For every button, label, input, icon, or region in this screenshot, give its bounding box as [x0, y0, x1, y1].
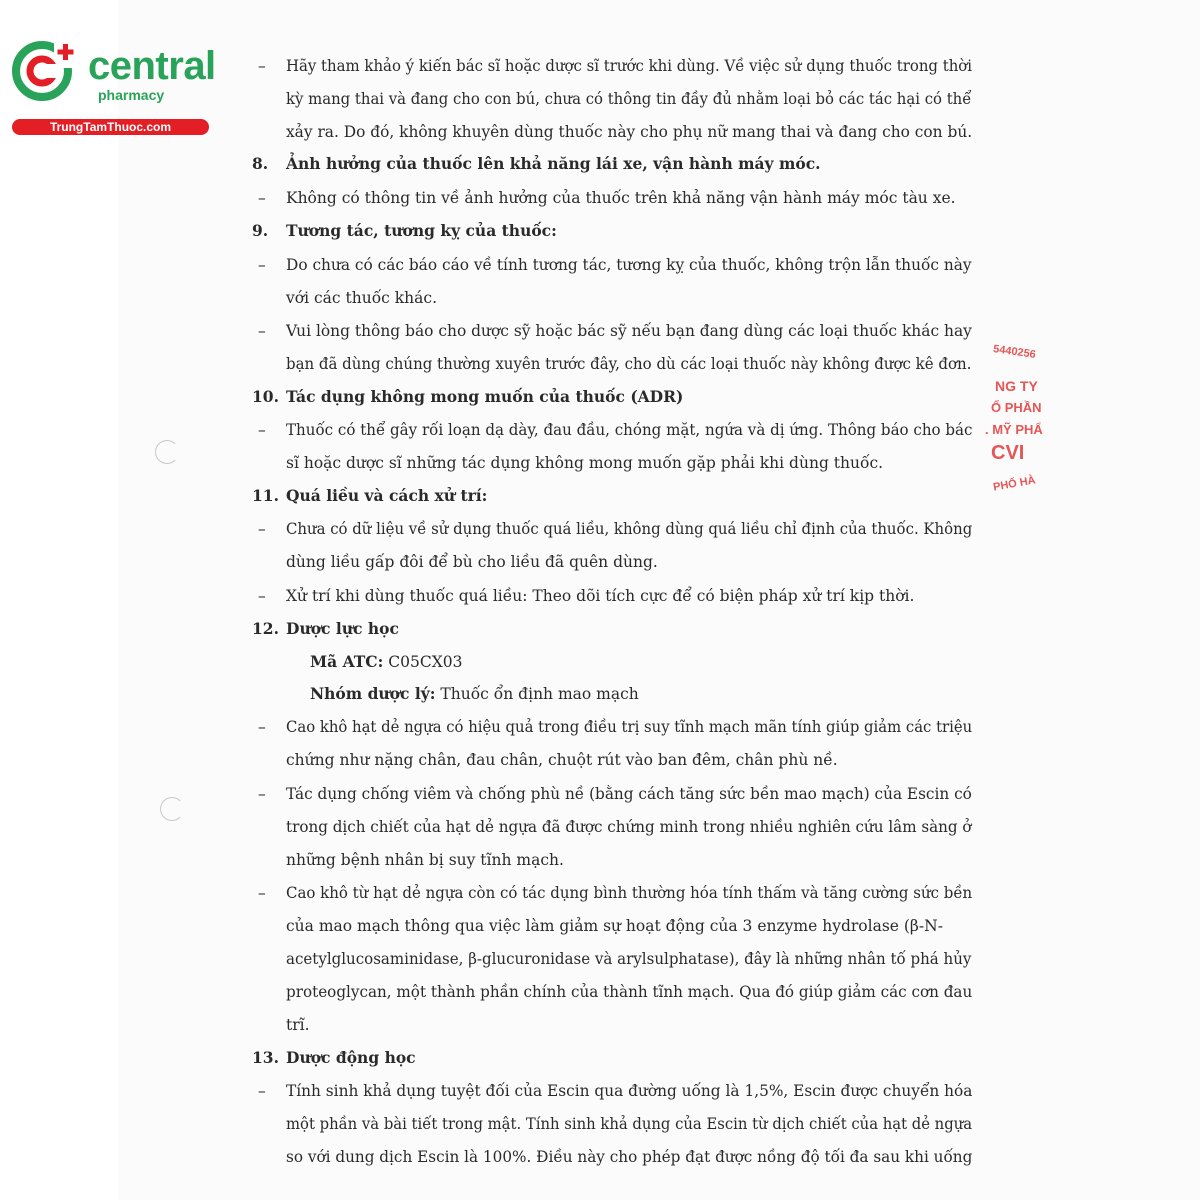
- stamp-line: CVI: [991, 442, 1025, 464]
- bullet-dash: –: [258, 256, 266, 274]
- atc-label: Mã ATC:: [310, 652, 384, 671]
- section-number: 11.: [252, 486, 279, 505]
- section-heading: Tương tác, tương kỵ của thuốc:: [286, 221, 557, 240]
- bullet-dash: –: [258, 884, 266, 902]
- paragraph-line: Xử trí khi dùng thuốc quá liều: Theo dõi tích cực để có biện pháp xử trí kịp thời.: [286, 587, 915, 605]
- brand-subtitle: pharmacy: [98, 87, 165, 103]
- atc-code-line: [310, 652, 463, 672]
- bullet-dash: –: [258, 322, 266, 340]
- bullet-dash: –: [258, 718, 266, 736]
- punch-hole-bottom: [160, 797, 184, 821]
- bullet-dash: –: [258, 189, 266, 207]
- paragraph-line: kỳ mang thai và đang cho con bú, chưa có thông tin đầy đủ nhằm loại bỏ các tác hại có thể: [286, 90, 972, 108]
- section-heading: Ảnh hưởng của thuốc lên khả năng lái xe, vận hành máy móc.: [286, 154, 821, 173]
- section-number: 8.: [252, 154, 269, 173]
- paragraph-line: bạn đã dùng chúng thường xuyên trước đây, cho dù các loại thuốc này không được kê đơn.: [286, 355, 972, 373]
- paragraph-line: Hãy tham khảo ý kiến bác sĩ hoặc dược sĩ trước khi dùng. Về việc sử dụng thuốc trong thời: [286, 57, 973, 75]
- brand-url-badge[interactable]: TrungTamThuoc.com: [12, 119, 209, 135]
- paragraph-line: của mao mạch thông qua việc làm giảm sự hoạt động của 3 enzyme hydrolase (β-N-: [286, 917, 943, 935]
- paragraph-line: Cao khô từ hạt dẻ ngựa còn có tác dụng bình thường hóa tính thấm và tăng cường sức bền: [286, 884, 973, 902]
- paragraph-line: Chưa có dữ liệu về sử dụng thuốc quá liều, không dùng quá liều chỉ định của thuốc. Không: [286, 520, 973, 538]
- group-label: Nhóm dược lý:: [310, 684, 436, 703]
- section-number: 10.: [252, 387, 279, 406]
- paragraph-line: chứng như nặng chân, đau chân, chuột rút vào ban đêm, chân phù nề.: [286, 751, 838, 769]
- bullet-dash: –: [258, 520, 266, 538]
- bullet-dash: –: [258, 785, 266, 803]
- stamp-line: 5440256: [992, 343, 1037, 361]
- paragraph-line: Vui lòng thông báo cho dược sỹ hoặc bác sỹ nếu bạn đang dùng các loại thuốc khác hay: [286, 322, 972, 340]
- paragraph-line: trong dịch chiết của hạt dẻ ngựa đã được chứng minh trong nhiều nghiên cứu lâm sàng ở: [286, 818, 972, 836]
- paragraph-line: Không có thông tin về ảnh hưởng của thuốc trên khả năng vận hành máy móc tàu xe.: [286, 189, 956, 207]
- stamp-line: NG TY: [995, 378, 1038, 394]
- section-number: 12.: [252, 619, 279, 638]
- paragraph-line: sĩ hoặc dược sĩ những tác dụng không mong muốn gặp phải khi dùng thuốc.: [286, 454, 884, 472]
- company-stamp: [985, 340, 1055, 500]
- paragraph-line: proteoglycan, một thành phần chính của thành tĩnh mạch. Qua đó giúp giảm các cơn đau: [286, 983, 973, 1001]
- paragraph-line: Do chưa có các báo cáo về tính tương tác, tương kỵ của thuốc, không trộn lẫn thuốc này: [286, 256, 972, 274]
- paragraph-line: Tác dụng chống viêm và chống phù nề (bằng cách tăng sức bền mao mạch) của Escin có: [286, 785, 972, 803]
- paragraph-line: với các thuốc khác.: [286, 289, 438, 307]
- paragraph-line: Thuốc có thể gây rối loạn dạ dày, đau đầu, chóng mặt, ngứa và dị ứng. Thông báo cho bác: [286, 421, 973, 439]
- paragraph-line: những bệnh nhân bị suy tĩnh mạch.: [286, 851, 564, 869]
- paragraph-line: so với dung dịch Escin là 100%. Điều này cho phép đạt được nồng độ tối đa sau khi uống: [286, 1148, 973, 1166]
- paragraph-line: một phần và bài tiết trong mật. Tính sinh khả dụng của Escin từ dịch chiết của hạt dẻ ngựa: [286, 1115, 973, 1133]
- pharmacologic-group-line: [310, 684, 639, 704]
- bullet-dash: –: [258, 587, 266, 605]
- paragraph-line: acetylglucosaminidase, β-glucuronidase và arylsulphatase), đây là những nhân tố phá hủy: [286, 950, 972, 968]
- central-pharmacy-logo[interactable]: [10, 38, 215, 138]
- section-heading: Dược động học: [286, 1048, 416, 1067]
- stamp-line: PHỐ HÀ: [992, 474, 1037, 494]
- stamp-line: Ổ PHẦN: [991, 400, 1042, 415]
- paragraph-line: Cao khô hạt dẻ ngựa có hiệu quả trong điều trị suy tĩnh mạch mãn tính giúp giảm các triệu: [286, 718, 973, 736]
- paragraph-line: Tính sinh khả dụng tuyệt đối của Escin qua đường uống là 1,5%, Escin được chuyển hóa: [286, 1082, 973, 1100]
- bullet-dash: –: [258, 1082, 266, 1100]
- atc-value: C05CX03: [383, 653, 463, 671]
- section-number: 9.: [252, 221, 269, 240]
- group-value: Thuốc ổn định mao mạch: [435, 685, 639, 703]
- stamp-line: . MỸ PHẨ: [985, 422, 1043, 437]
- section-heading: Tác dụng không mong muốn của thuốc (ADR): [286, 387, 684, 406]
- section-heading: Dược lực học: [286, 619, 399, 638]
- section-number: 13.: [252, 1048, 279, 1067]
- brand-name: central: [88, 44, 216, 88]
- bullet-dash: –: [258, 57, 266, 75]
- paragraph-line: dùng liều gấp đôi để bù cho liều đã quên dùng.: [286, 553, 658, 571]
- section-heading: Quá liều và cách xử trí:: [286, 486, 488, 505]
- central-logo-icon: [10, 38, 90, 116]
- punch-hole-top: [155, 440, 179, 464]
- bullet-dash: –: [258, 421, 266, 439]
- paragraph-line: xảy ra. Do đó, không khuyên dùng thuốc này cho phụ nữ mang thai và đang cho con bú.: [286, 123, 973, 141]
- paragraph-line: trĩ.: [286, 1016, 310, 1034]
